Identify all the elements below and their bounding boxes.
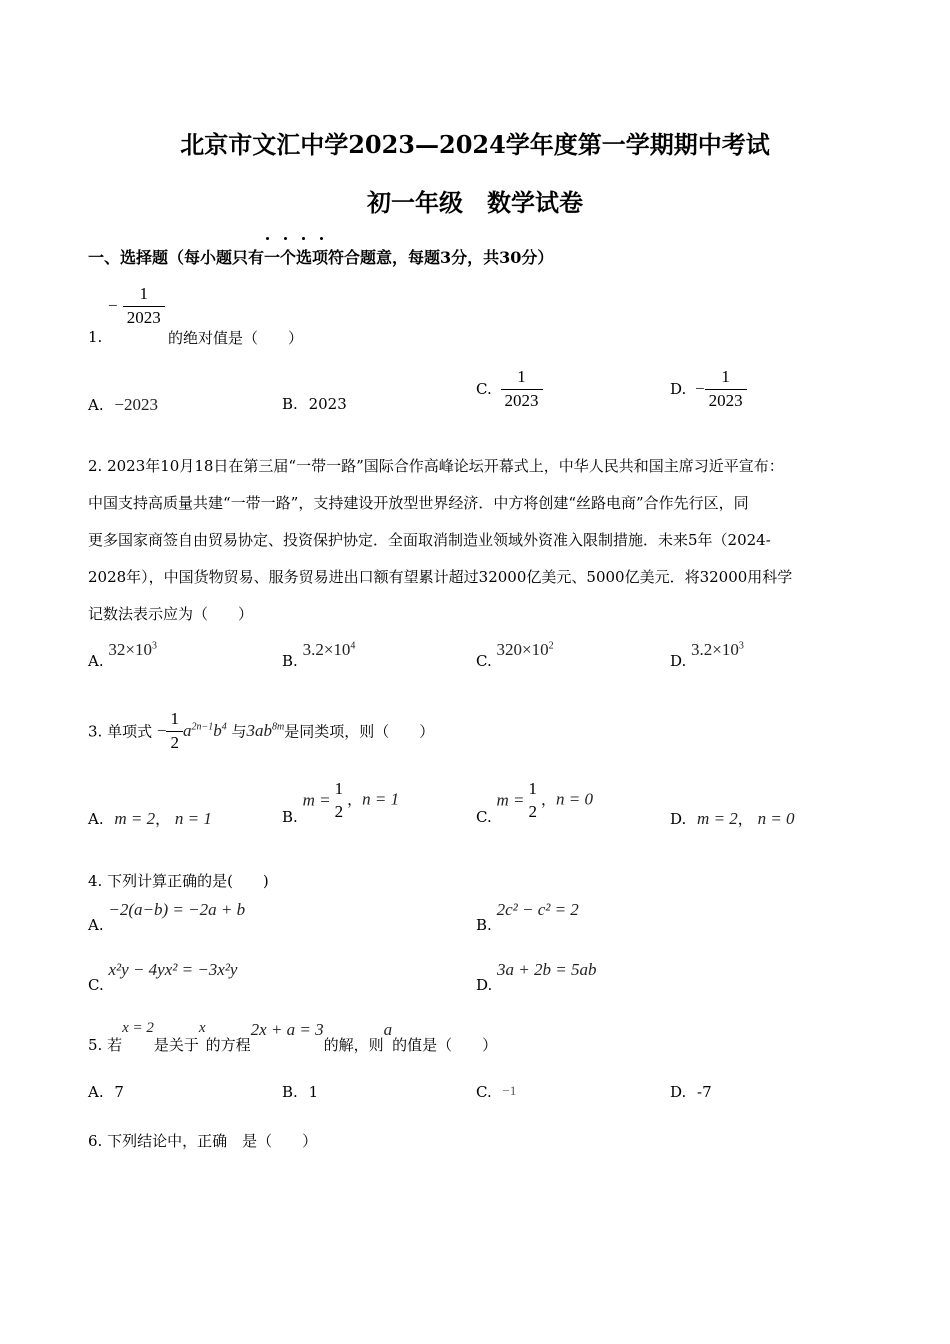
q3-stem: 3. 单项式 − $\frac{1}{2}$ $a^{2n-1}b^4$ 与$3ab^{8m}$是同类项，则（ ） <box>88 709 435 752</box>
q2-line: 中国支持高质量共建“一带一路”，支持建设开放型世界经济．中方将创建“丝路电商”合作先行区，同 <box>88 494 749 512</box>
q4-option-d[interactable] <box>476 960 597 994</box>
q1-frac-num: 1 <box>139 284 148 303</box>
q5-text: 的值是（ ） <box>392 1036 498 1054</box>
option-m: m = <box>302 790 331 810</box>
option-value: 2023 <box>308 395 347 413</box>
q1-number: 1. <box>88 328 103 346</box>
q3-coef-num: 1 <box>170 709 179 728</box>
frac-num: 1 <box>528 779 537 798</box>
frac-den: 2023 <box>501 389 543 411</box>
option-n: n = 1 <box>362 789 400 809</box>
option-label: D. <box>476 976 493 994</box>
q1-fraction: − $\frac{1}{2023}$ <box>108 285 165 327</box>
option-m: m = 2 <box>114 809 156 828</box>
q1-option-a[interactable] <box>88 395 158 415</box>
option-label: D. <box>670 380 687 399</box>
q5-text: 的解，则 <box>323 1036 384 1054</box>
option-exp: 3 <box>151 640 157 652</box>
option-label: C. <box>476 1083 492 1101</box>
q3-option-c[interactable]: C. m = 1 2 ，n = 0 <box>476 779 593 826</box>
q4-option-a[interactable] <box>88 900 245 934</box>
q5-text: 是关于 <box>153 1036 199 1054</box>
option-label: B. <box>282 652 298 670</box>
q6-stem: 6. 下列结论中，正确 是（ ） <box>88 1132 318 1150</box>
q3-var: a <box>182 721 192 741</box>
emphasis-dot <box>284 237 287 240</box>
q2-line: 2. 2023年10月18日在第三届“一带一路”国际合作高峰论坛开幕式上，中华人民共和国主席习近平宣布： <box>88 457 784 475</box>
option-m: m = <box>496 790 525 810</box>
frac-den: 2023 <box>705 389 747 411</box>
option-label: B. <box>282 1083 298 1101</box>
q5-option-a[interactable] <box>88 1083 124 1101</box>
q5-option-c[interactable] <box>476 1083 516 1101</box>
option-expr: x²y − 4yx² = −3x²y <box>108 960 238 979</box>
option-base: 320×10 <box>496 640 549 659</box>
option-base: 3.2×10 <box>691 640 739 659</box>
frac-num: 1 <box>517 367 526 386</box>
option-exp: 3 <box>738 640 744 652</box>
option-exp: 4 <box>350 640 356 652</box>
option-value: -7 <box>697 1083 712 1101</box>
option-label: B. <box>282 808 298 826</box>
q4-option-b[interactable] <box>476 900 579 934</box>
option-value: −1 <box>502 1083 517 1098</box>
q2-option-a[interactable] <box>88 640 157 670</box>
q5-math: x <box>198 1020 206 1036</box>
option-label: A. <box>88 652 104 670</box>
emphasis-dot <box>302 237 305 240</box>
q3-exp: 8m <box>272 721 285 733</box>
option-label: C. <box>88 976 104 994</box>
option-n: n = 0 <box>556 789 593 809</box>
q3-option-a[interactable]: A. m = 2， n = 1 <box>88 809 212 828</box>
q1-text: 的绝对值是（ ） <box>168 329 304 347</box>
page-subtitle: 初一年级 数学试卷 <box>367 188 583 217</box>
option-value: −2023 <box>114 395 158 414</box>
option-label: D. <box>670 810 687 828</box>
q3-exp: 4 <box>221 721 227 733</box>
option-label: D. <box>670 1083 687 1101</box>
q5-stem <box>88 1020 497 1055</box>
q3-exp: 2n−1 <box>191 721 214 733</box>
q5-math: 2x + a = 3 <box>250 1020 324 1039</box>
section-heading: 一、选择题（每小题只有一个选项符合题意，每题3分，共30分） <box>88 248 554 267</box>
q2-option-d[interactable] <box>670 640 744 670</box>
q5-math: x = 2 <box>122 1020 154 1036</box>
q2-line: 2028年），中国货物贸易、服务贸易进出口额有望累计超过32000亿美元、5000亿美元．将32000用科学 <box>88 568 793 586</box>
option-expr: 2c² − c² = 2 <box>496 900 579 919</box>
option-expr: 3a + 2b = 5ab <box>497 960 597 979</box>
q2-line: 记数法表示应为（ ） <box>88 605 254 623</box>
q5-option-b[interactable] <box>282 1083 318 1101</box>
option-label: A. <box>88 916 104 934</box>
frac-den: 2 <box>528 801 537 821</box>
q5-text: 5. 若 <box>88 1036 123 1054</box>
frac-den: 2 <box>334 801 344 821</box>
q1-option-d[interactable]: D. − $\frac{1}{2023}$ <box>670 368 747 410</box>
option-label: C. <box>476 808 492 826</box>
option-base: 32×10 <box>108 640 152 659</box>
q3-option-d[interactable]: D. m = 2， n = 0 <box>670 809 795 828</box>
q4-stem: 4. 下列计算正确的是( ) <box>88 872 269 890</box>
option-exp: 2 <box>548 640 554 652</box>
q2-option-c[interactable] <box>476 640 554 670</box>
frac-num: 1 <box>721 367 730 386</box>
page-title: 北京市文汇中学2023—2024学年度第一学期期中考试 <box>180 130 770 159</box>
option-label: C. <box>476 380 492 399</box>
emphasis-dot <box>266 237 269 240</box>
q3-connector: 与 <box>231 722 247 741</box>
q1-frac-den: 2023 <box>123 306 165 328</box>
option-n: n = 1 <box>174 809 212 828</box>
q2-option-b[interactable] <box>282 640 355 670</box>
q5-math: a <box>383 1020 393 1039</box>
q3-coef-den: 2 <box>166 731 183 753</box>
option-label: B. <box>476 916 492 934</box>
frac-num: 1 <box>334 779 344 798</box>
option-label: A. <box>88 810 104 828</box>
q2-line: 更多国家商签自由贸易协定、投资保护协定．全面取消制造业领域外资准入限制措施．未来5年（2024- <box>88 531 771 549</box>
option-base: 3.2×10 <box>302 640 351 659</box>
option-value: 7 <box>114 1083 124 1101</box>
q1-option-c[interactable] <box>476 368 543 410</box>
option-label: B. <box>282 395 298 413</box>
option-value: 1 <box>308 1083 319 1101</box>
q5-text: 的方程 <box>205 1036 251 1054</box>
q3-var: b <box>213 721 222 741</box>
q3-option-b[interactable]: B. m = 1 2 ，n = 1 <box>282 779 400 826</box>
q4-option-c[interactable] <box>88 960 237 994</box>
q1-option-b[interactable] <box>282 395 347 413</box>
q3-suffix: 是同类项，则（ ） <box>284 722 435 741</box>
q3-term2: 3ab <box>246 721 273 741</box>
emphasis-dot <box>320 237 323 240</box>
option-m: m = 2 <box>697 809 738 828</box>
option-label: C. <box>476 652 492 670</box>
option-label: D. <box>670 652 687 670</box>
q5-option-d[interactable] <box>670 1083 712 1101</box>
option-label: A. <box>88 1083 104 1101</box>
option-label: A. <box>88 396 104 414</box>
option-expr: −2(a−b) = −2a + b <box>108 900 246 919</box>
option-n: n = 0 <box>757 809 795 828</box>
q3-prefix: 3. 单项式 <box>88 722 153 741</box>
